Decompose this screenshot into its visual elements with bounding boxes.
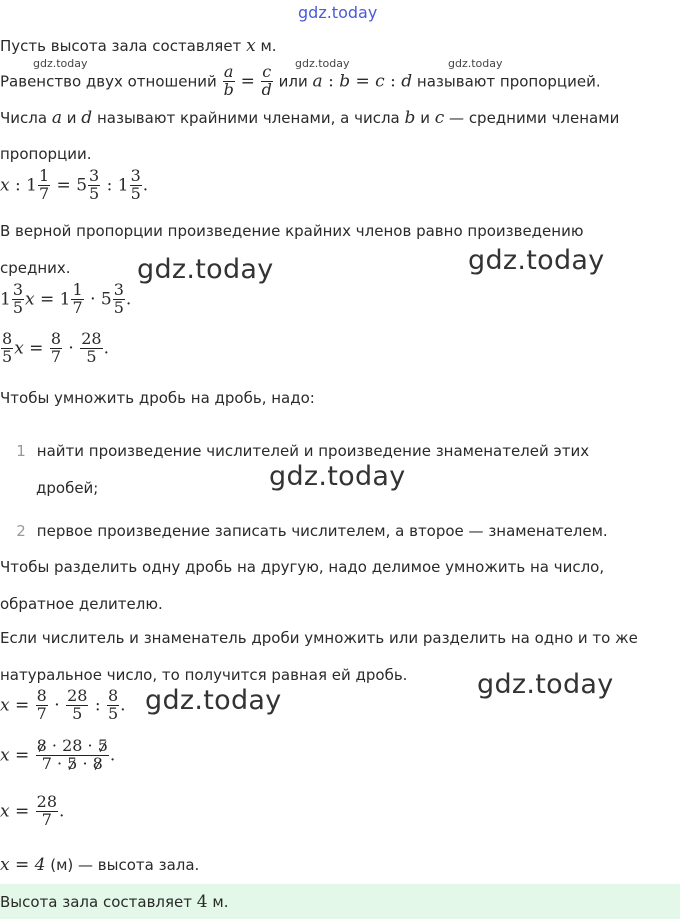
text-line: Если числитель и знаменатель дроби умножить или разделить на одно и то же bbox=[0, 629, 638, 647]
math-line: x = $\frac{8 \cdot 28 \cdot 5}{7 \cdot 5 \cdot 8}$ . bbox=[0, 736, 116, 773]
text-line: Числа a и d называют крайними членами, а числа b и c — средними членами bbox=[0, 108, 620, 128]
math-line: x : 1 $\frac{1}{7}$ = 5 $\frac{3}{5}$ : 1 $\frac{3}{5}$ . bbox=[0, 166, 149, 203]
text-line: x = 4 (м) — высота зала. bbox=[0, 855, 200, 875]
watermark-big: gdz.today bbox=[269, 461, 406, 492]
watermark-big: gdz.today bbox=[145, 685, 282, 716]
text-line: Чтобы умножить дробь на дробь, надо: bbox=[0, 389, 315, 407]
watermark-big: gdz.today bbox=[477, 669, 614, 700]
text-line: пропорции. bbox=[0, 145, 92, 163]
list-item-continuation: дробей; bbox=[36, 479, 99, 497]
watermark-small: gdz.today bbox=[295, 57, 350, 70]
proportion-definition: Равенство двух отношений $\frac{a}{b}$ = $\frac{c}{d}$ или a : b = c : d называют пропорцией. bbox=[0, 62, 601, 99]
math-line: $\frac{8}{5}$ x = $\frac{8}{7}$ · $\frac{28}{5}$ . bbox=[2, 329, 110, 366]
text-line: средних. bbox=[0, 259, 71, 277]
text-line: обратное делителю. bbox=[0, 595, 163, 613]
watermark-big: gdz.today bbox=[137, 254, 274, 285]
math-line: 1 $\frac{3}{5}$ x = 1 $\frac{1}{7}$ · 5 $\frac{3}{5}$ . bbox=[0, 280, 132, 317]
answer-box: Высота зала составляет 4 м. bbox=[0, 884, 680, 919]
watermark-top: gdz.today bbox=[298, 3, 378, 22]
watermark-big: gdz.today bbox=[468, 245, 605, 276]
text-line: В верной пропорции произведение крайних членов равно произведению bbox=[0, 222, 584, 240]
list-item: 2 первое произведение записать числителем, а второе — знаменателем. bbox=[16, 522, 608, 540]
math-line: x = $\frac{28}{7}$ . bbox=[0, 792, 65, 829]
text-line: Пусть высота зала составляет x м. bbox=[0, 36, 277, 56]
list-item: 1 найти произведение числителей и произведение знаменателей этих bbox=[16, 442, 590, 460]
math-line: x = $\frac{8}{7}$ · $\frac{28}{5}$ : $\frac{8}{5}$ . bbox=[0, 686, 126, 723]
text-line: Чтобы разделить одну дробь на другую, надо делимое умножить на число, bbox=[0, 558, 605, 576]
watermark-small: gdz.today bbox=[33, 57, 88, 70]
text-line: натуральное число, то получится равная ей дробь. bbox=[0, 666, 408, 684]
watermark-small: gdz.today bbox=[448, 57, 503, 70]
